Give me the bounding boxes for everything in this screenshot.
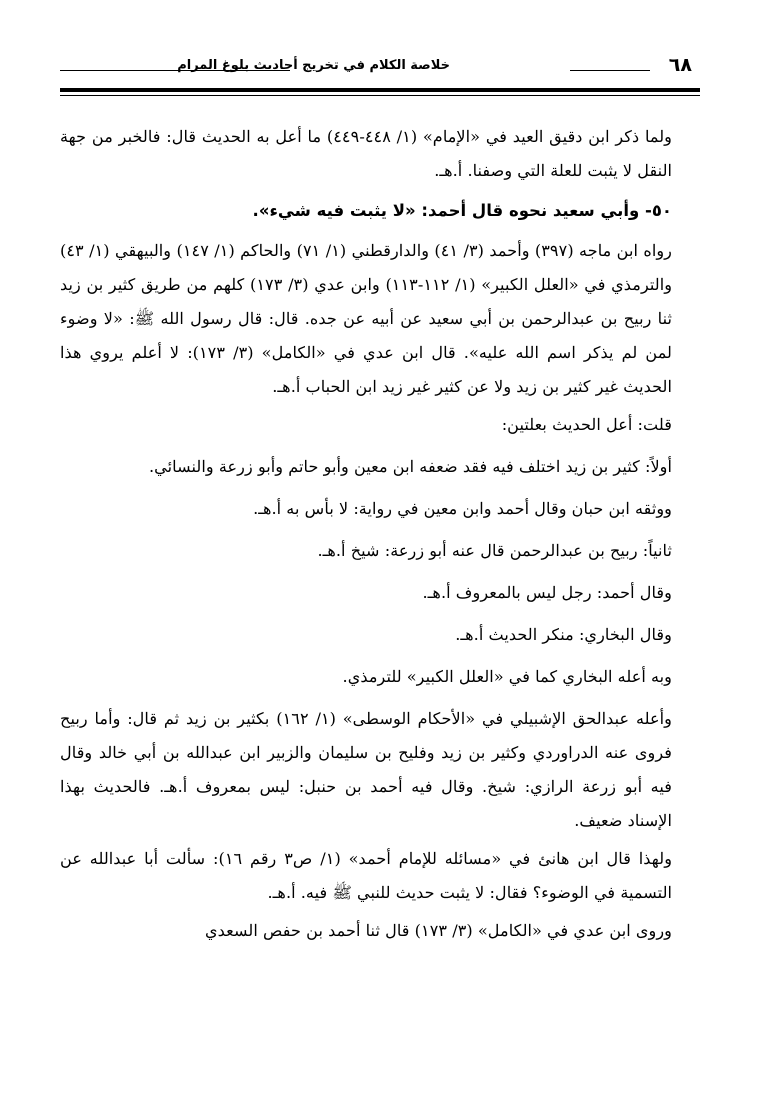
paragraph: وروى ابن عدي في «الكامل» (٣/ ١٧٣) قال ثنا أحمد بن حفص السعدي <box>204 921 672 940</box>
header-rule-thick <box>60 88 700 92</box>
running-title: خلاصة الكلام في تخريج أحاديث بلوغ المرام <box>177 58 450 73</box>
paragraph: وقال البخاري: منكر الحديث أ.هـ. <box>455 625 672 644</box>
paragraph: أولاً: كثير بن زيد اختلف فيه فقد ضعفه ابن معين وأبو حاتم وأبو زرعة والنسائي. <box>149 457 672 476</box>
header-dash-right <box>570 70 650 71</box>
book-page <box>60 50 700 1090</box>
hadith-heading: ٥٠- وأبي سعيد نحوه قال أحمد: «لا يثبت فيه شيء». <box>252 201 672 220</box>
paragraph: ولما ذكر ابن دقيق العيد في «الإمام» (١/ ٤٤٨-٤٤٩) ما أعل به الحديث قال: فالخبر من جهة النقل لا يثبت للعلة التي وصفنا. أ.هـ. <box>60 127 672 180</box>
paragraph: رواه ابن ماجه (٣٩٧) وأحمد (٣/ ٤١) والدارقطني (١/ ٧١) والحاكم (١/ ١٤٧) والبيهقي (١/ ٤٣) والترمذي في «العلل الكبير» (١/ ١١٢-١١٣) وابن عدي (٣/ ١٧٣) كلهم من طريق كثير بن زيد ثنا ربيح بن عبدالرحمن بن أبي سعيد عن أبيه عن جده. قال: قال رسول الله ﷺ: «لا وضوء لمن لم يذكر اسم الله عليه». قال ابن عدي في «الكامل» (٣/ ١٧٣): لا أعلم يروي هذا الحديث غير كثير بن زيد ولا عن كثير غير زيد ابن الحباب أ.هـ. <box>60 241 673 396</box>
page-body <box>60 120 700 948</box>
paragraph: قلت: أعل الحديث بعلتين: <box>501 415 672 434</box>
paragraph: وأعله عبدالحق الإشبيلي في «الأحكام الوسطى» (١/ ١٦٢) بكثير بن زيد ثم قال: وأما ربيح فروى عنه الدراوردي وكثير بن زيد وفليح بن سليمان والزبير ابن عبدالله بن أبي خالد وقال فيه أبو زرعة الرازي: شيخ. وقال فيه أحمد بن حنبل: ليس بمعروف أ.هـ. فالحديث بهذا الإسناد ضعيف. <box>60 709 672 830</box>
paragraph: ووثقه ابن حبان وقال أحمد وابن معين في رواية: لا بأس به أ.هـ. <box>253 499 672 518</box>
page-header <box>60 50 700 84</box>
header-dash-left <box>60 70 290 71</box>
paragraph: ولهذا قال ابن هانئ في «مسائله للإمام أحمد» (١/ ص٣ رقم ١٦): سألت أبا عبدالله عن التسمية في الوضوء؟ فقال: لا يثبت حديث للنبي ﷺ فيه. أ.هـ. <box>60 849 673 902</box>
paragraph: وقال أحمد: رجل ليس بالمعروف أ.هـ. <box>422 583 672 602</box>
paragraph: وبه أعله البخاري كما في «العلل الكبير» للترمذي. <box>342 667 672 686</box>
page-number: ٦٨ <box>668 54 692 76</box>
header-rule-thin <box>60 95 700 96</box>
paragraph: ثانياً: ربيح بن عبدالرحمن قال عنه أبو زرعة: شيخ أ.هـ. <box>317 541 672 560</box>
